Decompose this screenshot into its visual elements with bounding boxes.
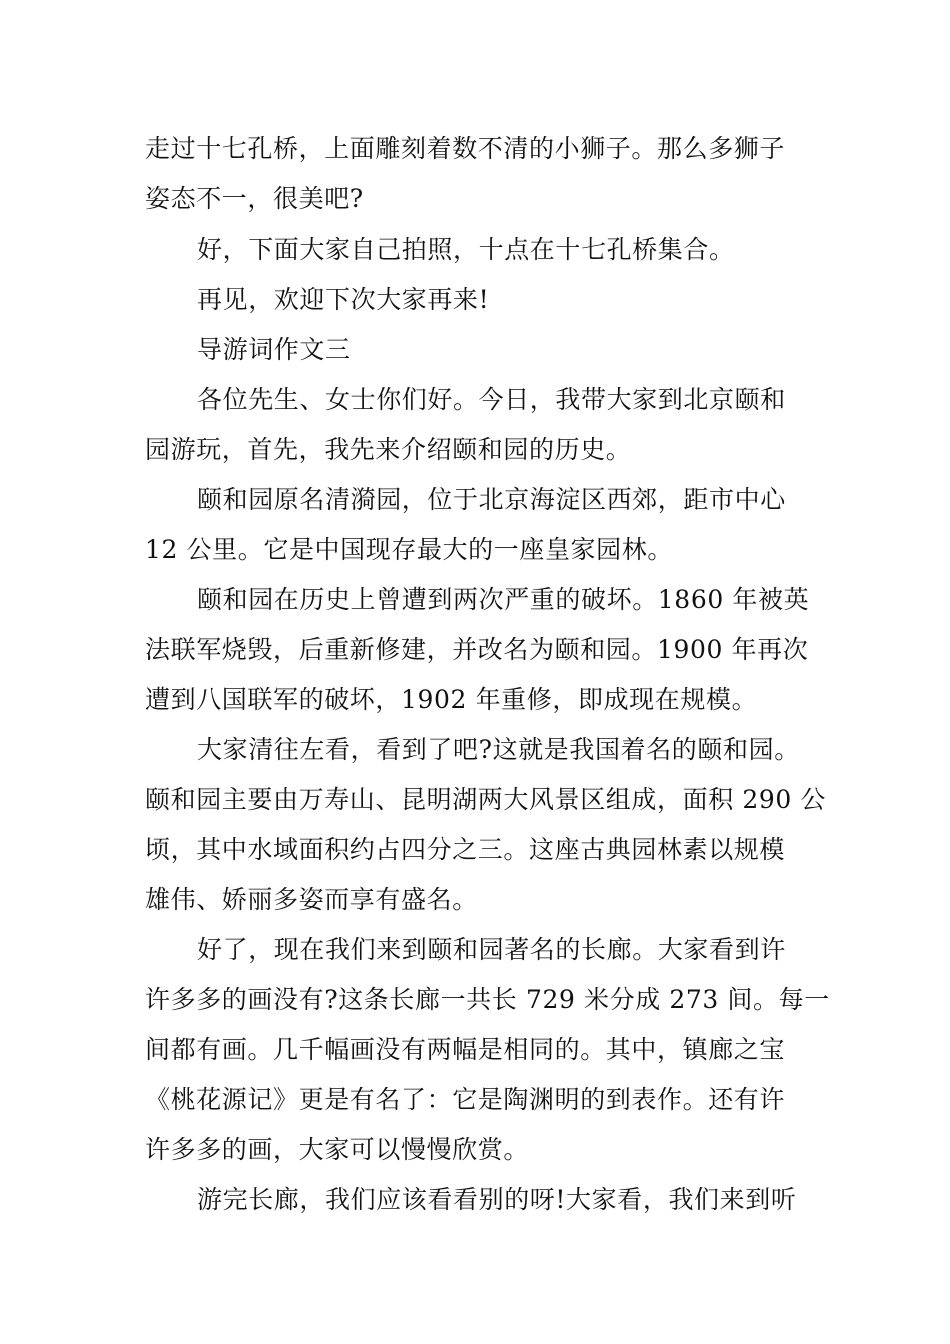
text-line: 大家清往左看，看到了吧?这就是我国着名的颐和园。 bbox=[197, 735, 800, 764]
section-heading: 导游词作文三 bbox=[197, 335, 351, 364]
text-line: 好，下面大家自己拍照，十点在十七孔桥集合。 bbox=[197, 235, 735, 264]
text-line: 12 公里。它是中国现存最大的一座皇家园林。 bbox=[145, 535, 673, 564]
text-line: 颐和园主要由万寿山、昆明湖两大风景区组成，面积 290 公 bbox=[145, 785, 827, 814]
text-line: 《桃花源记》更是有名了：它是陶渊明的到表作。还有许 bbox=[145, 1085, 786, 1114]
text-line: 法联军烧毁，后重新修建，并改名为颐和园。1900 年再次 bbox=[145, 635, 809, 664]
text-line: 好了，现在我们来到颐和园著名的长廊。大家看到许 bbox=[197, 935, 786, 964]
text-line: 间都有画。几千幅画没有两幅是相同的。其中，镇廊之宝 bbox=[145, 1035, 786, 1064]
text-line: 颐和园原名清漪园，位于北京海淀区西郊，距市中心 bbox=[197, 485, 786, 514]
text-line: 许多多的画没有?这条长廊一共长 729 米分成 273 间。每一 bbox=[145, 985, 830, 1014]
text-line: 遭到八国联军的破坏，1902 年重修，即成现在规模。 bbox=[145, 685, 758, 714]
text-line: 再见，欢迎下次大家再来! bbox=[197, 285, 490, 314]
text-line: 姿态不一，很美吧? bbox=[145, 184, 364, 213]
text-line: 走过十七孔桥，上面雕刻着数不清的小狮子。那么多狮子 bbox=[145, 134, 786, 163]
text-line: 园游玩，首先，我先来介绍颐和园的历史。 bbox=[145, 435, 632, 464]
text-line: 顷，其中水域面积约占四分之三。这座古典园林素以规模 bbox=[145, 835, 786, 864]
text-line: 各位先生、女士你们好。今日，我带大家到北京颐和 bbox=[197, 385, 786, 414]
text-line: 雄伟、娇丽多姿而享有盛名。 bbox=[145, 885, 478, 914]
text-line: 游完长廊，我们应该看看别的呀!大家看，我们来到听 bbox=[197, 1185, 797, 1214]
text-line: 颐和园在历史上曾遭到两次严重的破坏。1860 年被英 bbox=[197, 585, 810, 614]
text-line: 许多多的画，大家可以慢慢欣赏。 bbox=[145, 1135, 530, 1164]
